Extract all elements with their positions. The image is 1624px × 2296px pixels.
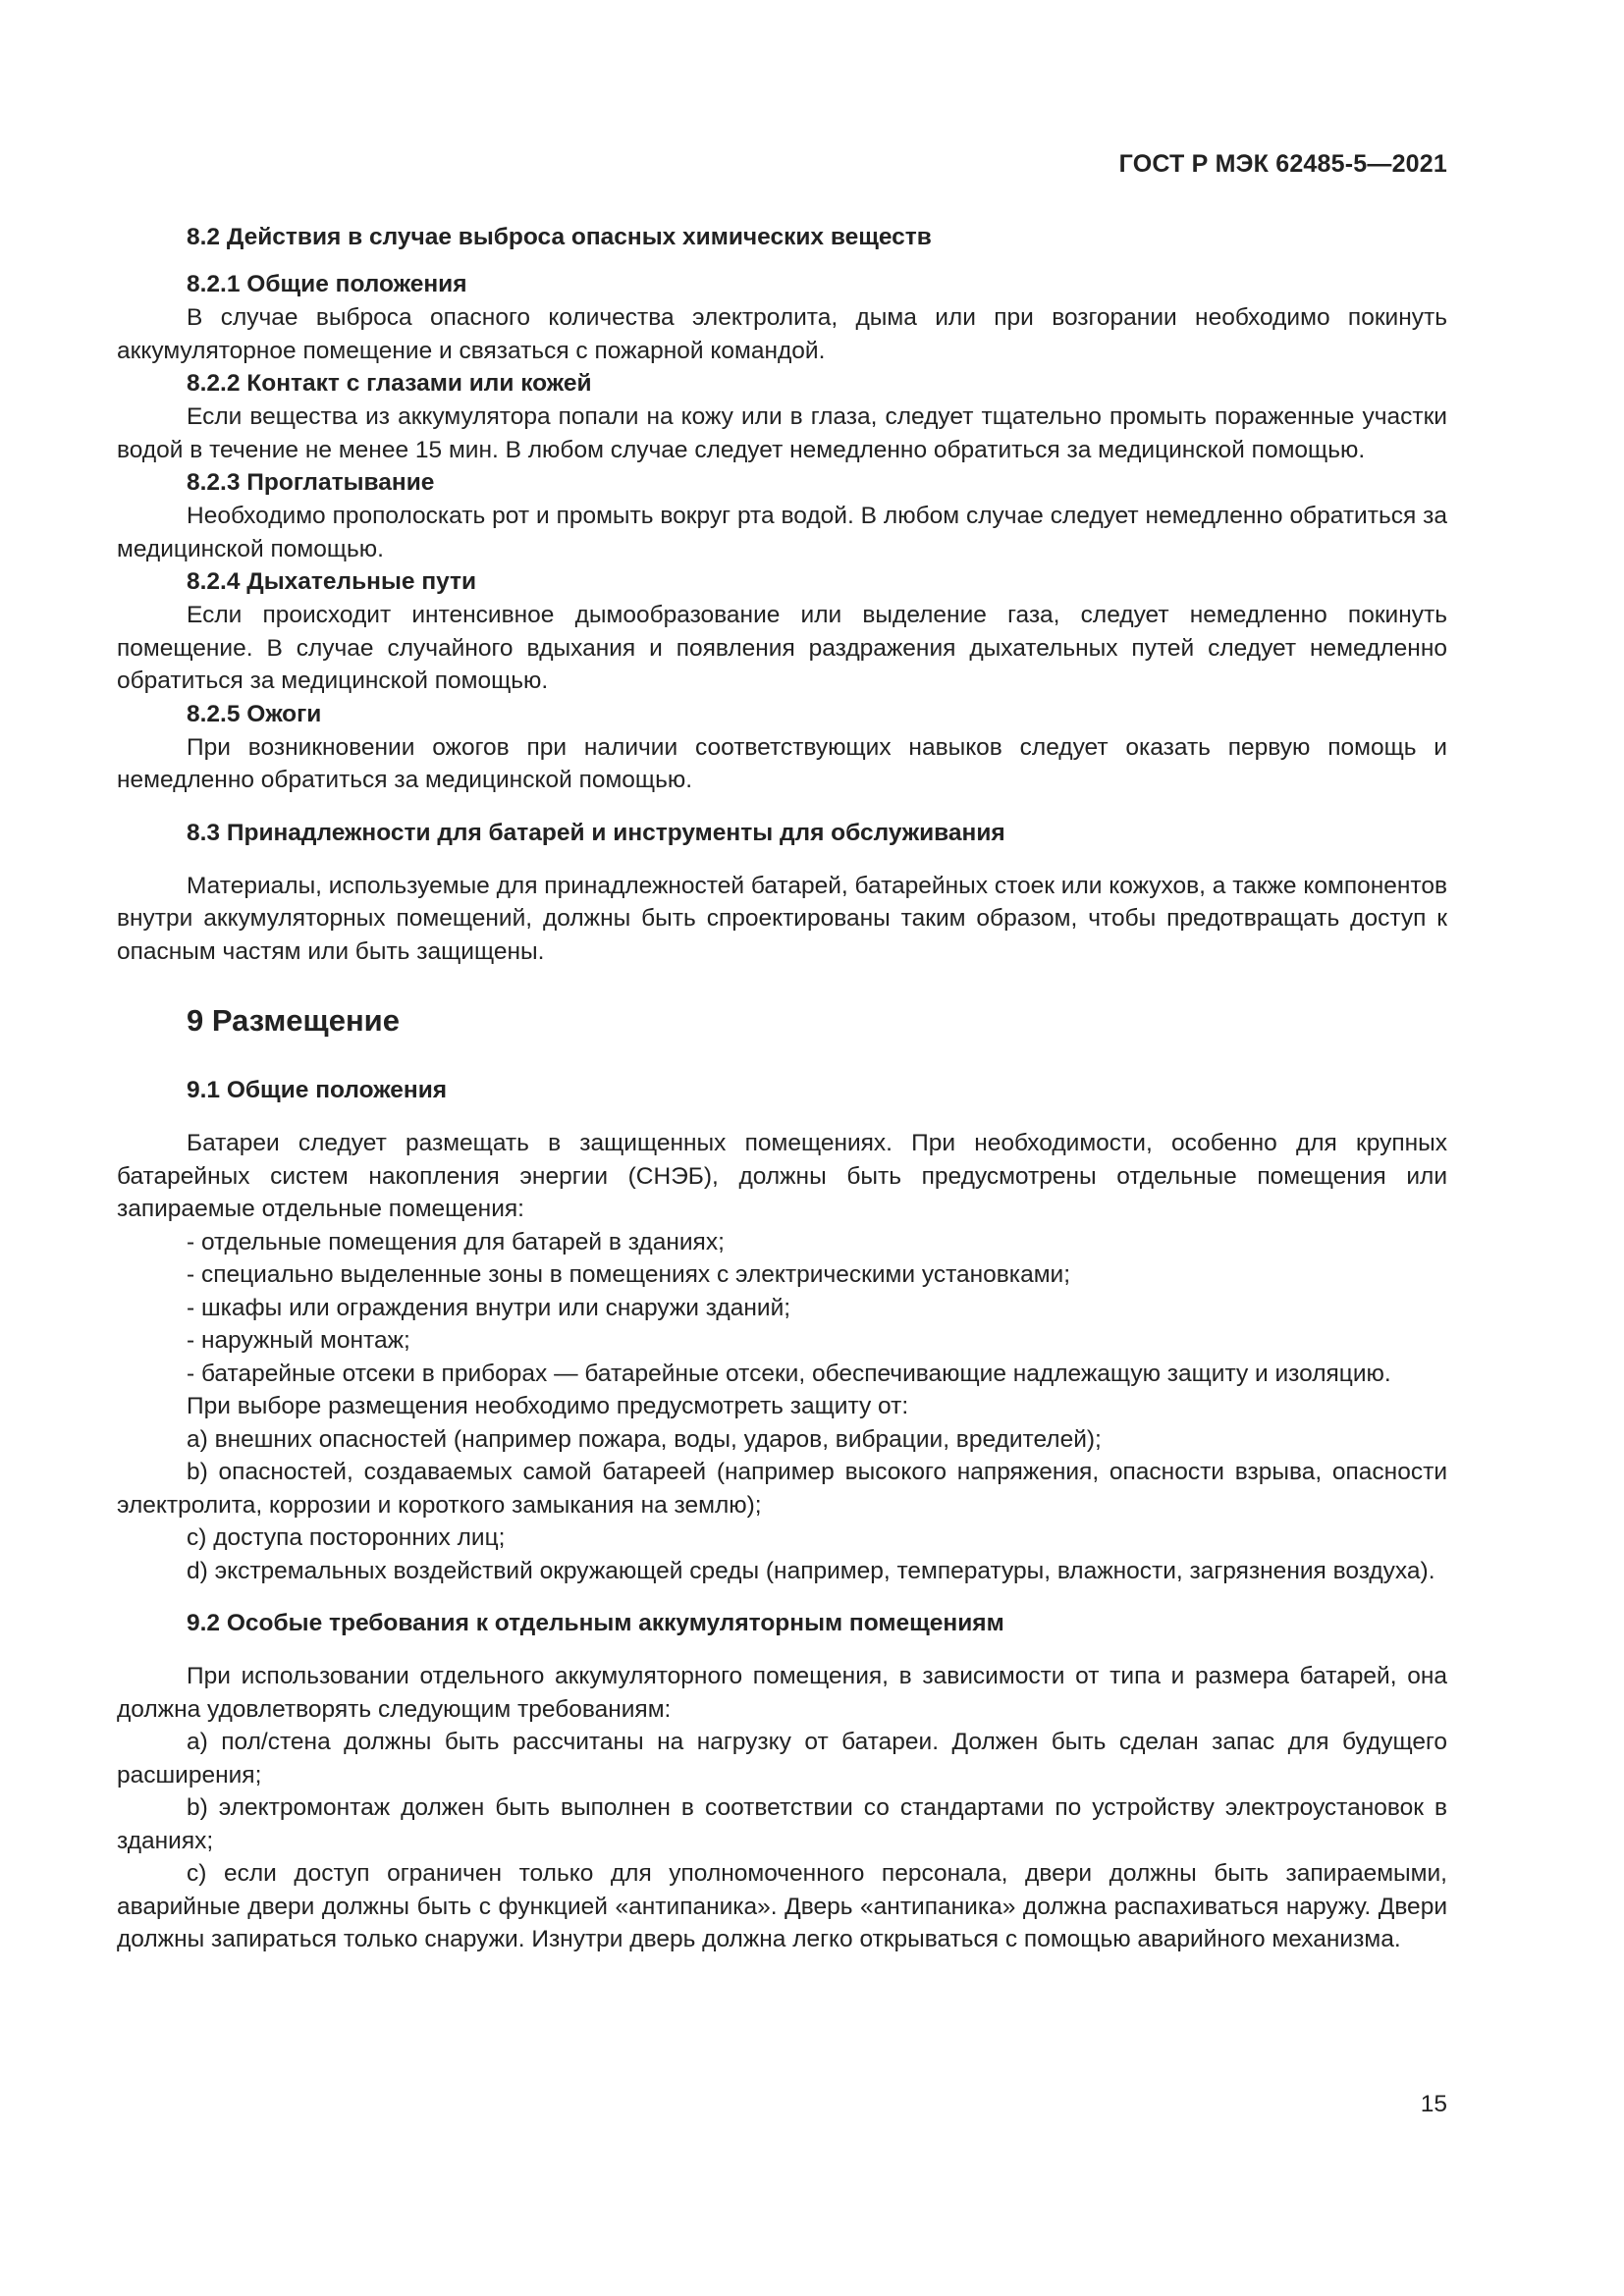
list-item: b) опасностей, создаваемых самой батареей (например высокого напряжения, опасности взрыва, опасности электролита, коррозии и короткого замыкания на землю); [117, 1459, 1447, 1519]
section-9-1-protect-intro: При выборе размещения необходимо предусмотреть защиту от: [187, 1393, 909, 1419]
section-8-2-3-heading: 8.2.3 Проглатывание [187, 469, 435, 496]
list-item: - батарейные отсеки в приборах — батарейные отсеки, обеспечивающие надлежащую защиту и изоляцию. [187, 1360, 1391, 1387]
section-9-1-intro: Батареи следует размещать в защищенных помещениях. При необходимости, особенно для крупных батарейных систем накопления энергии (СНЭБ), должны быть предусмотрены отдельные помещения или запираемые отдельные помещения: [117, 1130, 1447, 1222]
section-8-2-1-text: В случае выброса опасного количества электролита, дыма или при возгорании необходимо покинуть аккумуляторное помещение и связаться с пожарной командой. [117, 304, 1447, 364]
page-content [117, 221, 1447, 1956]
list-item: a) пол/стена должны быть рассчитаны на нагрузку от батареи. Должен быть сделан запас для будущего расширения; [117, 1729, 1447, 1789]
section-8-2-5-heading: 8.2.5 Ожоги [187, 700, 322, 727]
section-8-2-heading: 8.2 Действия в случае выброса опасных химических веществ [187, 224, 932, 250]
section-8-3-heading: 8.3 Принадлежности для батарей и инструменты для обслуживания [187, 819, 1005, 846]
section-9-2-intro: При использовании отдельного аккумуляторного помещения, в зависимости от типа и размера батарей, она должна удовлетворять следующим требованиям: [117, 1663, 1447, 1723]
section-8-2-4-heading: 8.2.4 Дыхательные пути [187, 568, 477, 595]
section-8-2-3-text: Необходимо прополоскать рот и промыть вокруг рта водой. В любом случае следует немедленно обратиться за медицинской помощью. [117, 503, 1447, 562]
section-9-heading: 9 Размещение [187, 1003, 400, 1038]
section-9-1-heading: 9.1 Общие положения [187, 1077, 448, 1103]
section-8-2-2-heading: 8.2.2 Контакт с глазами или кожей [187, 370, 592, 397]
list-item: c) доступа посторонних лиц; [187, 1524, 506, 1551]
standard-designation: ГОСТ Р МЭК 62485-5—2021 [1118, 150, 1447, 178]
list-item: a) внешних опасностей (например пожара, воды, ударов, вибрации, вредителей); [187, 1425, 1102, 1453]
section-8-2-4-text: Если происходит интенсивное дымообразование или выделение газа, следует немедленно покинуть помещение. В случае случайного вдыхания и появления раздражения дыхательных путей следует немедленно обратиться за медицинской помощью. [117, 602, 1447, 694]
section-8-3-text: Материалы, используемые для принадлежностей батарей, батарейных стоек или кожухов, а также компонентов внутри аккумуляторных помещений, должны быть спроектированы таким образом, чтобы предотвращать доступ к опасным частям или быть защищены. [117, 872, 1447, 965]
list-item: b) электромонтаж должен быть выполнен в соответствии со стандартами по устройству электроустановок в зданиях; [117, 1794, 1447, 1854]
list-item: - специально выделенные зоны в помещениях с электрическими установками; [187, 1261, 1071, 1288]
page-number: 15 [1420, 2091, 1447, 2117]
section-8-2-2-text: Если вещества из аккумулятора попали на кожу или в глаза, следует тщательно промыть пораженные участки водой в течение не менее 15 мин. В любом случае следует немедленно обратиться за медицинской помощью. [117, 403, 1447, 463]
list-item: - наружный монтаж; [187, 1327, 410, 1354]
section-8-2-1-heading: 8.2.1 Общие положения [187, 271, 467, 297]
list-item: d) экстремальных воздействий окружающей среды (например, температуры, влажности, загрязнения воздуха). [187, 1557, 1435, 1584]
section-8-2-5-text: При возникновении ожогов при наличии соответствующих навыков следует оказать первую помощь и немедленно обратиться за медицинской помощью. [117, 733, 1447, 793]
list-item: - отдельные помещения для батарей в зданиях; [187, 1228, 725, 1255]
list-item: - шкафы или ограждения внутри или снаружи зданий; [187, 1294, 791, 1321]
list-item: c) если доступ ограничен только для уполномоченного персонала, двери должны быть запираемыми, аварийные двери должны быть с функцией «антипаника». Дверь «антипаника» должна распахиваться наружу. Двери должны запираться только снаружи. Изнутри дверь должна легко открываться с помощью аварийного механизма. [117, 1860, 1447, 1952]
document-page [117, 0, 1447, 2296]
section-9-2-heading: 9.2 Особые требования к отдельным аккумуляторным помещениям [187, 1610, 1004, 1636]
